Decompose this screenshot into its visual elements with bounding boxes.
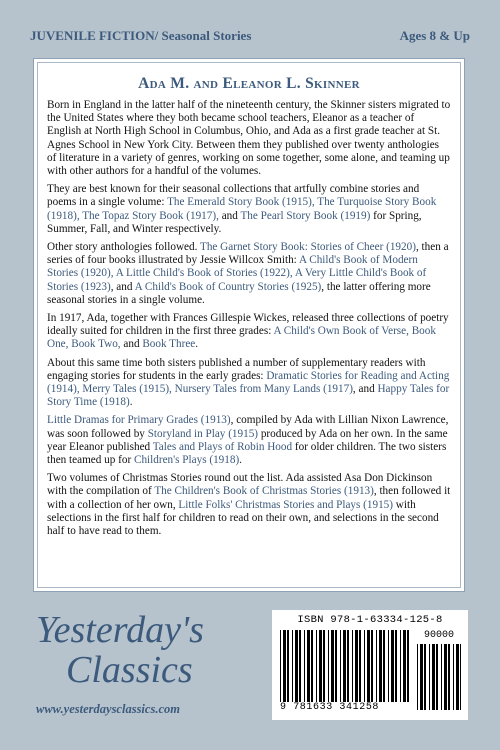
barcode-bar	[441, 644, 442, 710]
description-paragraph	[47, 414, 451, 467]
paragraph-text: , the latter offering more seasonal stories in a single volume.	[47, 280, 431, 306]
paragraph-text: and	[120, 338, 143, 351]
description-panel-inner	[37, 62, 461, 588]
barcode-bar	[371, 630, 373, 702]
barcode-bar	[395, 630, 397, 702]
barcode-bar	[407, 630, 409, 702]
barcode-bar	[295, 630, 298, 702]
description-paragraph	[47, 357, 451, 410]
book-title: A Child's Book of Country Stories	[134, 280, 289, 293]
book-title: (1913)	[341, 485, 374, 498]
top-bar	[30, 28, 470, 44]
isbn-label: ISBN 978-1-63334-125-8	[297, 614, 443, 626]
book-title: Happy Tales for Story Time	[47, 383, 450, 409]
book-title: Book Three	[142, 338, 196, 351]
paragraph-text: , and	[110, 280, 135, 293]
book-title: Storyland in Play	[147, 427, 226, 440]
paragraph-text: In 1917, Ada, together with Frances Gillespie Wickes, released three collections of poetry ideally suited for children in the first three grades:	[47, 312, 449, 338]
paragraph-text: , then followed it with a collection of her own,	[47, 485, 451, 511]
book-title: Little Folks' Christmas Stories and Plays	[178, 498, 361, 511]
barcode-bar	[432, 644, 435, 710]
book-title: (1918)	[206, 454, 240, 467]
paragraph-text: with selections in the first half for children to read on their own, and selections in the second half to have read to them.	[47, 498, 439, 538]
barcode-bar	[347, 630, 349, 702]
book-title: A Child's Own Book of Verse, Book One, Book Two,	[47, 325, 436, 351]
barcode-bar	[364, 630, 365, 702]
description-body	[47, 99, 451, 538]
book-title: (1923)	[78, 280, 111, 293]
description-paragraph	[47, 183, 451, 236]
book-title: Tales and Plays of Robin Hood	[152, 440, 293, 453]
barcode-bar	[436, 644, 438, 710]
barcode-bar	[340, 630, 341, 702]
barcode-bar	[359, 630, 361, 702]
paragraph-text: Born in England in the latter half of the nineteenth century, the Skinner sisters migrated to the United States where they both became school teachers, Eleanor as a teacher of English at North High School in Columbus, Ohio, and Ada as a first grade teacher at St. Agnes School in New York City. Between them they published over twenty anthologies of literature in a variety of genres, working on some together, some alone, and teaming up with other authors for a handful of the volumes.	[47, 99, 451, 178]
publisher-url: www.yesterdaysclassics.com	[36, 702, 180, 716]
barcode-bar	[383, 630, 385, 702]
book-title: (1915),	[279, 196, 318, 209]
description-paragraph	[47, 312, 451, 352]
barcode-bar	[417, 644, 418, 710]
barcode-bar	[420, 644, 423, 710]
barcode-bar	[304, 630, 305, 702]
paragraph-text: , compiled by Ada with Lillian Nixon Lawrence, was soon followed by	[47, 414, 449, 440]
barcode-bar	[352, 630, 353, 702]
barcode-bar	[448, 644, 450, 710]
paragraph-text: About this same time both sisters published a number of supplementary readers with engaging stories for students in the early grades:	[47, 356, 426, 382]
age-range-label: Ages 8 & Up	[399, 28, 470, 43]
book-title: Children's Plays	[133, 454, 207, 467]
barcode-bar	[460, 644, 461, 710]
barcode-bar	[379, 630, 382, 702]
barcode-bar	[403, 630, 406, 702]
paragraph-text: , and	[352, 383, 378, 396]
publisher-logo	[30, 610, 260, 690]
paragraph-text: for Spring, Summer, Fall, and Winter respectively.	[47, 209, 422, 235]
barcode-bar	[391, 630, 394, 702]
book-title: (1925)	[288, 280, 322, 293]
barcode-bar	[323, 630, 325, 702]
barcode-addon-digits: 90000	[423, 630, 454, 641]
book-title: Merry Tales	[82, 383, 137, 396]
barcode-bar	[287, 630, 289, 702]
book-title: The Garnet Story Book: Stories of Cheer	[199, 241, 384, 254]
barcode-addon-icon	[417, 644, 461, 710]
book-title: (1918)	[97, 396, 130, 409]
barcode-bar	[335, 630, 337, 702]
book-title: A Child's Book of Modern Stories	[47, 254, 418, 280]
paragraph-text: .	[129, 396, 133, 409]
barcode-bar	[355, 630, 358, 702]
barcode-bar	[400, 630, 401, 702]
book-title: Dramatic Stories for Reading and Acting	[266, 369, 450, 382]
book-title: Nursery Tales from Many Lands	[174, 383, 321, 396]
book-title: (1917),	[183, 209, 222, 222]
book-title: A Very Little Child's Book of Stories	[47, 267, 427, 293]
barcode-bar	[280, 630, 281, 702]
book-title: (1915)	[360, 498, 393, 511]
description-paragraph	[47, 99, 451, 178]
barcode-bar	[283, 630, 286, 702]
book-title: (1915)	[225, 427, 259, 440]
barcode-icon	[280, 630, 410, 702]
paragraph-text: .	[239, 454, 242, 467]
book-title: The Topaz Story Book	[82, 209, 184, 222]
description-paragraph	[47, 472, 451, 538]
barcode-bar	[328, 630, 329, 702]
barcode-bar	[292, 630, 293, 702]
paragraph-text: .	[195, 338, 199, 351]
book-title: The Emerald Story Book	[167, 196, 280, 209]
barcode-bar	[311, 630, 313, 702]
barcode-bar	[376, 630, 377, 702]
book-title: The Turquoise Story Book	[317, 196, 437, 209]
book-title: (1914),	[47, 383, 83, 396]
barcode-box	[272, 610, 468, 720]
book-title: The Pearl Story Book	[240, 209, 338, 222]
barcode-bar	[331, 630, 334, 702]
barcode-bar	[343, 630, 346, 702]
paragraph-text: They are best known for their seasonal collections that artfully combine stories and poems in a single volume:	[47, 183, 420, 209]
book-title: (1919)	[337, 209, 374, 222]
logo-line-1: Yesterday's	[36, 609, 204, 651]
barcode-digits: 9 781633 341258	[280, 702, 380, 713]
barcode-bar	[367, 630, 370, 702]
book-title: (1920),	[78, 267, 116, 280]
barcode-bar	[429, 644, 430, 710]
description-paragraph	[47, 241, 451, 307]
description-panel	[33, 58, 465, 592]
barcode-bar	[307, 630, 310, 702]
barcode-bar	[453, 644, 454, 710]
paragraph-text: , then a series of four books illustrated by Jessie Willcox Smith:	[47, 241, 449, 267]
barcode-bar	[456, 644, 459, 710]
book-title: (1913)	[197, 414, 231, 427]
book-title: (1922),	[257, 267, 295, 280]
category-label: JUVENILE FICTION/ Seasonal Stories	[30, 28, 252, 43]
book-title: (1915),	[136, 383, 175, 396]
book-title: Little Dramas for Primary Grades	[47, 414, 198, 427]
barcode-bar	[319, 630, 322, 702]
barcode-bar	[424, 644, 426, 710]
book-title: (1917)	[320, 383, 353, 396]
paragraph-text: Other story anthologies followed.	[47, 241, 200, 254]
book-title: (1918),	[47, 209, 83, 222]
book-title: (1920)	[383, 241, 416, 254]
paragraph-text: for older children. The two sisters then teamed up for	[47, 440, 447, 467]
paragraph-text: and	[221, 209, 241, 222]
paragraph-text: Two volumes of Christmas Stories round out the list. Ada assisted Asa Don Dickinson with the compilation of	[47, 472, 433, 498]
paragraph-text: produced by Ada on her own. In the same year Eleanor published	[47, 427, 448, 453]
barcode-bar	[299, 630, 301, 702]
author-title: Ada M. and Eleanor L. Skinner	[138, 75, 360, 92]
barcode-bar	[444, 644, 447, 710]
logo-line-2: Classics	[66, 649, 193, 691]
barcode-bar	[316, 630, 317, 702]
book-title: The Children's Book of Christmas Stories	[154, 485, 342, 498]
book-title: A Little Child's Book of Stories	[115, 267, 258, 280]
barcode-bar	[388, 630, 389, 702]
